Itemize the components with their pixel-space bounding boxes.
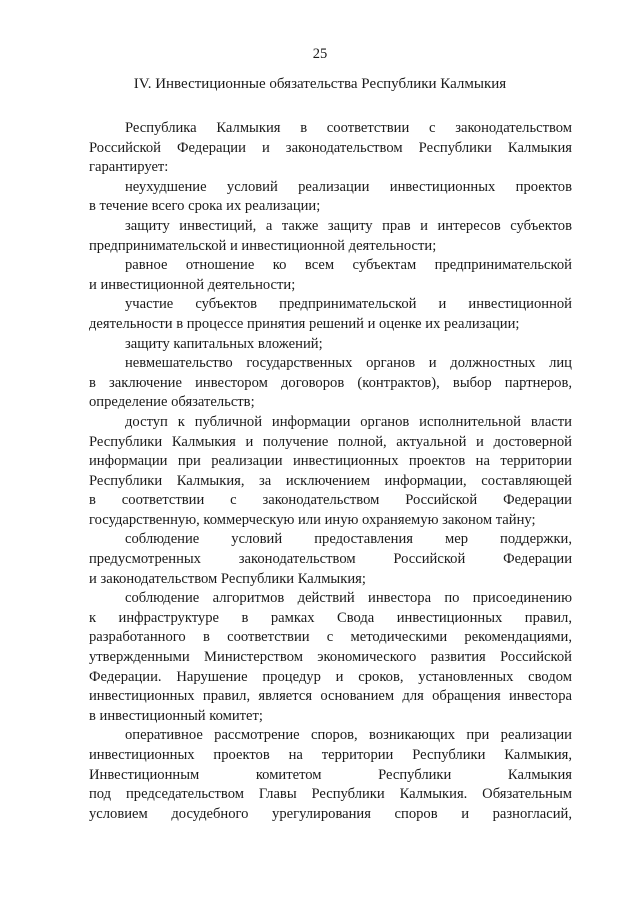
text-line: в соответствии с законодательством Российской Федерации — [89, 492, 572, 509]
page-number: 25 — [312, 46, 328, 62]
text-line: соблюдение алгоритмов действий инвестора по присоединению — [125, 590, 572, 607]
text-line: в заключение инвестором договоров (контрактов), выбор партнеров, — [89, 374, 572, 391]
text-line: и законодательством Республики Калмыкия; — [89, 570, 366, 587]
section-title: IV. Инвестиционные обязательства Республики Калмыкия — [133, 76, 507, 92]
text-line: оперативное рассмотрение споров, возникающих при реализации — [125, 727, 572, 744]
text-line: утвержденными Министерством экономического развития Российской — [89, 649, 572, 666]
text-line: разработанного в соответствии с методическими рекомендациями, — [89, 629, 572, 646]
text-line: неухудшение условий реализации инвестиционных проектов — [125, 178, 572, 195]
text-line: информации при реализации инвестиционных проектов на территории — [89, 453, 572, 470]
text-line: определение обязательств; — [89, 394, 255, 411]
text-line: Российской Федерации и законодательством Республики Калмыкия — [89, 139, 572, 156]
text-line: соблюдение условий предоставления мер поддержки, — [125, 531, 572, 548]
text-line: Республики Калмыкия, за исключением информации, составляющей — [89, 472, 572, 489]
text-line: под председательством Главы Республики Калмыкия. Обязательным — [89, 786, 572, 803]
text-line: в течение всего срока их реализации; — [89, 198, 321, 215]
text-line: гарантирует: — [89, 159, 169, 176]
text-line: участие субъектов предпринимательской и инвестиционной — [125, 296, 572, 313]
text-line: Федерации. Нарушение процедур и сроков, установленных сводом — [89, 668, 572, 685]
text-line: и инвестиционной деятельности; — [89, 276, 296, 293]
text-line: к инфраструктуре в рамках Свода инвестиционных правил, — [89, 609, 572, 626]
text-line: Инвестиционным комитетом Республики Калмыкия — [89, 766, 572, 783]
text-line: условием досудебного урегулирования споров и разногласий, — [89, 805, 572, 822]
text-line: предпринимательской и инвестиционной деятельности; — [89, 237, 437, 254]
text-line: Республика Калмыкия в соответствии с законодательством — [125, 120, 572, 136]
text-line: государственную, коммерческую или иную охраняемую законом тайну; — [89, 511, 536, 528]
text-line: невмешательство государственных органов и должностных лиц — [125, 355, 572, 372]
text-line: равное отношение ко всем субъектам предпринимательской — [125, 257, 572, 274]
text-line: защиту капитальных вложений; — [125, 335, 323, 352]
body-text — [89, 119, 572, 824]
text-line: деятельности в процессе принятия решений и оценке их реализации; — [89, 315, 520, 332]
text-line: Республики Калмыкия и получение полной, актуальной и достоверной — [89, 433, 572, 450]
text-line: в инвестиционный комитет; — [89, 707, 263, 724]
text-line: защиту инвестиций, а также защиту прав и интересов субъектов — [125, 217, 572, 234]
text-line: предусмотренных законодательством Российской Федерации — [89, 551, 572, 568]
text-line: инвестиционных правил, является основанием для обращения инвестора — [89, 688, 572, 705]
text-line: инвестиционных проектов на территории Республики Калмыкия, — [89, 747, 572, 763]
text-line: доступ к публичной информации органов исполнительной власти — [125, 413, 572, 430]
